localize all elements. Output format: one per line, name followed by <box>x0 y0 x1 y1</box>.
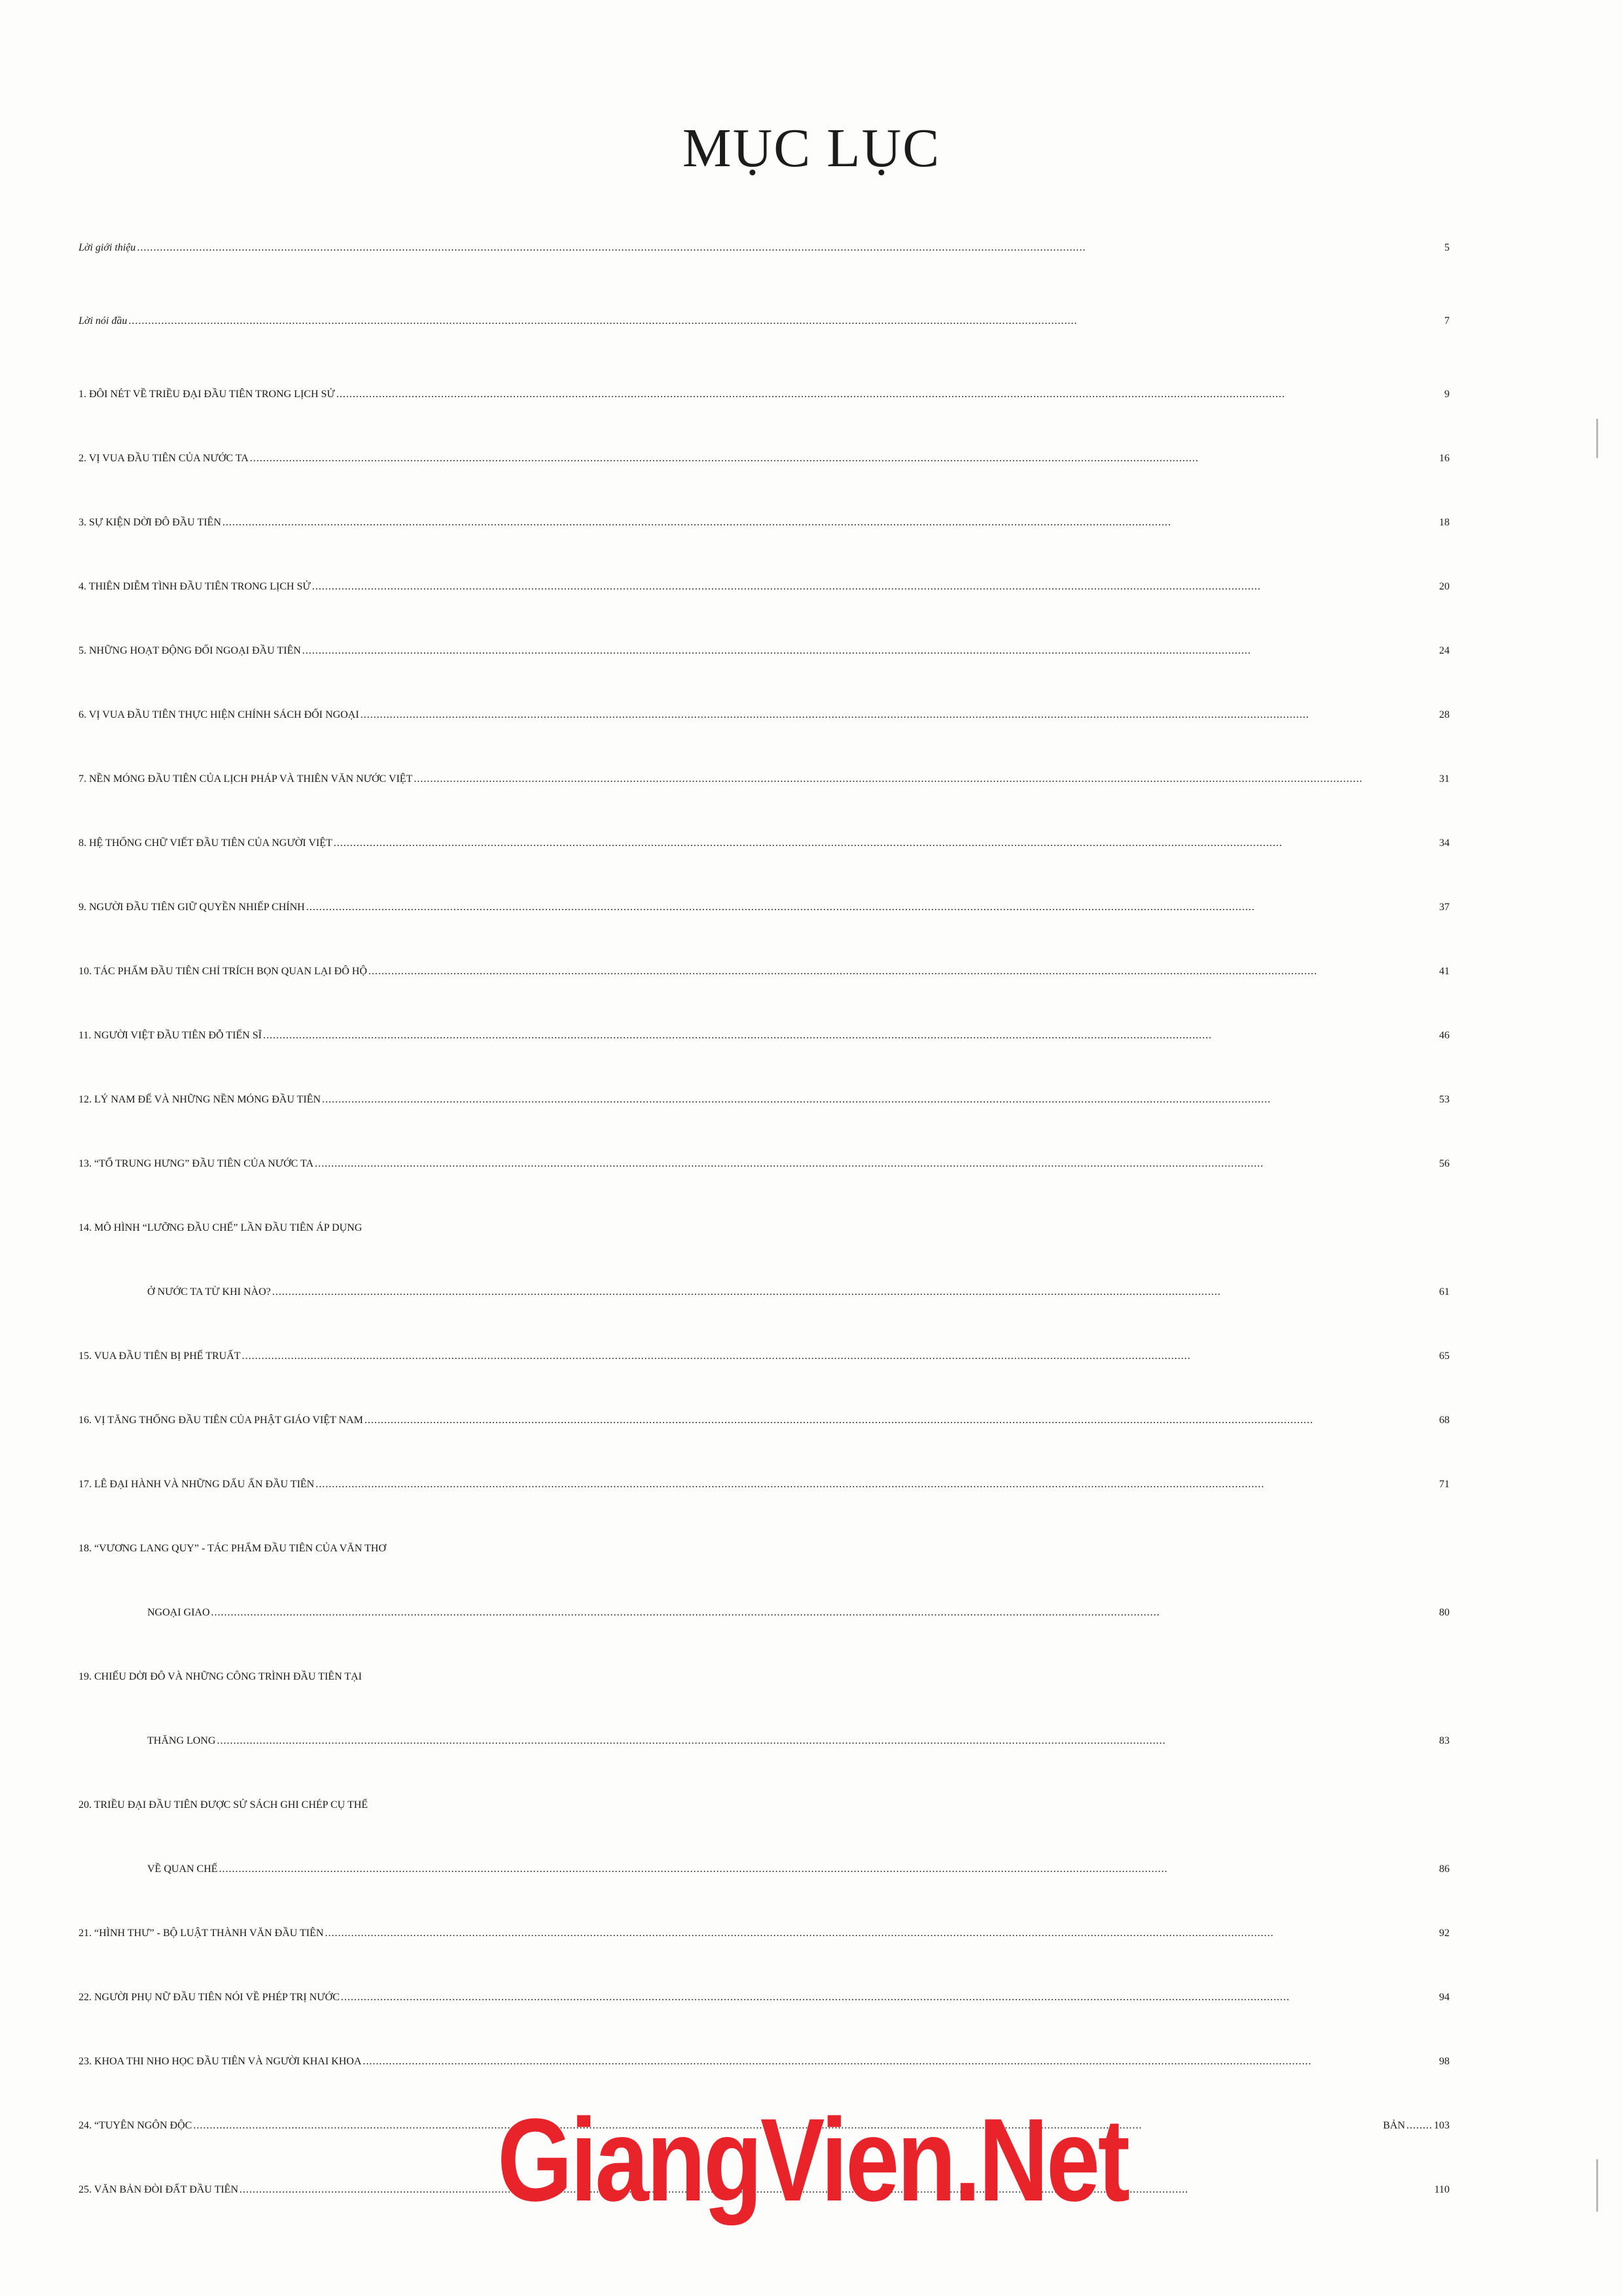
toc-entry-preface <box>79 315 1450 389</box>
toc-entry-page: 37 <box>1439 902 1450 913</box>
toc-entry-label: 9. NGƯỜI ĐẦU TIÊN GIỮ QUYỀN NHIẾP CHÍNH <box>79 902 305 913</box>
toc-entry-page: 46 <box>1439 1030 1450 1041</box>
toc-entry <box>79 709 1450 773</box>
toc-entry-page: 5 <box>1444 242 1450 253</box>
toc-entry-label: 11. NGƯỜI VIỆT ĐẦU TIÊN ĐỖ TIẾN SĨ <box>79 1030 262 1041</box>
toc-entry-label: 13. “TỔ TRUNG HƯNG” ĐẦU TIÊN CỦA NƯỚC TA <box>79 1158 314 1169</box>
toc-entry <box>79 1351 1450 1415</box>
leader-dots <box>223 517 1438 529</box>
toc-entry-page: 18 <box>1439 517 1450 528</box>
toc-entry-label: 25. VĂN BẢN ĐÒI ĐẤT ĐẦU TIÊN <box>79 2184 238 2195</box>
toc-entry <box>79 773 1450 838</box>
leader-dots <box>1406 2120 1433 2132</box>
toc-entry-label: 5. NHỮNG HOẠT ĐỘNG ĐỐI NGOẠI ĐẦU TIÊN <box>79 645 301 656</box>
toc-entry-label: 12. LÝ NAM ĐẾ VÀ NHỮNG NỀN MÓNG ĐẦU TIÊN <box>79 1094 321 1105</box>
toc-entry-multiline <box>79 1543 1450 1607</box>
toc-entry-multiline <box>79 1222 1450 1286</box>
leader-dots <box>365 1415 1438 1426</box>
toc-entry <box>79 1479 1450 1543</box>
toc-entry-page: 16 <box>1439 453 1450 464</box>
leader-dots <box>368 966 1438 978</box>
toc-entry <box>79 1992 1450 2056</box>
toc-entry-label: 3. SỰ KIỆN DỜI ĐÔ ĐẦU TIÊN <box>79 517 221 528</box>
toc-entry-page: 28 <box>1439 709 1450 720</box>
toc-entry-label: Lời giới thiệu <box>79 242 136 253</box>
toc-entry-label: 19. CHIẾU DỜI ĐÔ VÀ NHỮNG CÔNG TRÌNH ĐẦU TIÊN TẠI <box>79 1671 362 1682</box>
toc-entry-continuation <box>79 1735 1450 1799</box>
toc-entry-page: 71 <box>1439 1479 1450 1490</box>
toc-entry <box>79 1030 1450 1094</box>
toc-entry-page: 80 <box>1439 1607 1450 1618</box>
leader-dots <box>361 709 1438 721</box>
leader-dots <box>128 315 1443 327</box>
toc-entry-page: 41 <box>1439 966 1450 977</box>
toc-entry-label: 20. TRIỀU ĐẠI ĐẦU TIÊN ĐƯỢC SỬ SÁCH GHI CHÉP CỤ THỂ <box>79 1799 368 1810</box>
table-of-contents <box>79 242 1450 2248</box>
leader-dots <box>414 773 1438 785</box>
toc-entry-label: 7. NỀN MÓNG ĐẦU TIÊN CỦA LỊCH PHÁP VÀ THIÊN VĂN NƯỚC VIỆT <box>79 773 413 785</box>
toc-entry-page: 34 <box>1439 838 1450 849</box>
toc-entry-label: 18. “VƯƠNG LANG QUY” - TÁC PHẨM ĐẦU TIÊN CỦA VĂN THƠ <box>79 1543 386 1554</box>
toc-entry-label: Lời nói đầu <box>79 315 128 327</box>
leader-dots <box>315 1479 1438 1491</box>
leader-dots <box>363 2056 1438 2068</box>
toc-entry-page: 7 <box>1444 315 1450 327</box>
leader-dots <box>219 1863 1438 1875</box>
toc-entry-page: 103 <box>1434 2120 1450 2131</box>
toc-entry-page: 68 <box>1439 1415 1450 1426</box>
toc-entry-page: 94 <box>1439 1992 1450 2003</box>
scan-edge-mark <box>1596 419 1598 458</box>
toc-entry-page: 24 <box>1439 645 1450 656</box>
toc-entry-page: 31 <box>1439 773 1450 785</box>
toc-entry <box>79 517 1450 581</box>
leader-dots <box>211 1607 1438 1619</box>
leader-dots <box>242 1351 1438 1362</box>
toc-entry-multiline <box>79 1671 1450 1735</box>
toc-entry-label: 22. NGƯỜI PHỤ NỮ ĐẦU TIÊN NÓI VỀ PHÉP TRỊ NƯỚC <box>79 1992 340 2003</box>
leader-dots <box>263 1030 1438 1042</box>
toc-entry <box>79 389 1450 453</box>
toc-entry <box>79 902 1450 966</box>
toc-entry-label-continuation: NGOẠI GIAO <box>147 1607 210 1618</box>
toc-entry-page: 53 <box>1439 1094 1450 1105</box>
toc-entry-page: 83 <box>1439 1735 1450 1746</box>
toc-entry-label: 10. TÁC PHẨM ĐẦU TIÊN CHỈ TRÍCH BỌN QUAN LẠI ĐÔ HỘ <box>79 966 367 977</box>
toc-entry-page: 65 <box>1439 1351 1450 1362</box>
toc-entry <box>79 645 1450 709</box>
toc-entry-label-continuation: VỀ QUAN CHẾ <box>147 1863 218 1875</box>
scan-edge-mark <box>1596 2159 1598 2212</box>
leader-dots <box>272 1286 1438 1298</box>
toc-entry-label: 16. VỊ TĂNG THỐNG ĐẦU TIÊN CỦA PHẬT GIÁO VIỆT NAM <box>79 1415 363 1426</box>
toc-entry <box>79 453 1450 517</box>
toc-entry-label-continuation: THĂNG LONG <box>147 1735 216 1746</box>
toc-entry-page: 110 <box>1434 2184 1450 2195</box>
toc-entry <box>79 581 1450 645</box>
toc-entry-label: 1. ĐÔI NÉT VỀ TRIỀU ĐẠI ĐẦU TIÊN TRONG LỊCH SỬ <box>79 389 335 400</box>
toc-entry-label: 15. VUA ĐẦU TIÊN BỊ PHẾ TRUẤT <box>79 1351 241 1362</box>
toc-entry-intro <box>79 242 1450 315</box>
toc-entry <box>79 1415 1450 1479</box>
toc-entry-label: 24. “TUYÊN NGÔN ĐỘC <box>79 2120 192 2131</box>
leader-dots <box>322 1094 1438 1106</box>
watermark-logo: GiangVien.Net <box>497 2094 1128 2226</box>
leader-dots <box>302 645 1438 657</box>
leader-dots <box>312 581 1438 593</box>
leader-dots <box>137 242 1443 254</box>
toc-entry-label: 2. VỊ VUA ĐẦU TIÊN CỦA NƯỚC TA <box>79 453 249 464</box>
leader-dots <box>341 1992 1438 2004</box>
toc-entry <box>79 1928 1450 1992</box>
toc-entry <box>79 966 1450 1030</box>
toc-entry-page: 61 <box>1439 1286 1450 1298</box>
leader-dots <box>334 838 1438 849</box>
toc-entry-page: 56 <box>1439 1158 1450 1169</box>
toc-entry-page: 9 <box>1444 389 1450 400</box>
toc-entry-continuation <box>79 1607 1450 1671</box>
toc-entry-page: 86 <box>1439 1863 1450 1875</box>
toc-entry <box>79 838 1450 902</box>
toc-entry-label: 17. LÊ ĐẠI HÀNH VÀ NHỮNG DẤU ẤN ĐẦU TIÊN <box>79 1479 315 1490</box>
toc-entry-label: 21. “HÌNH THƯ” - BỘ LUẬT THÀNH VĂN ĐẦU TIÊN <box>79 1928 324 1939</box>
toc-entry-multiline <box>79 1799 1450 1863</box>
toc-entry-label: 6. VỊ VUA ĐẦU TIÊN THỰC HIỆN CHÍNH SÁCH ĐỐI NGOẠI <box>79 709 359 720</box>
leader-dots <box>217 1735 1438 1747</box>
leader-dots <box>336 389 1443 400</box>
leader-dots <box>250 453 1438 465</box>
toc-entry <box>79 1158 1450 1222</box>
toc-entry-continuation <box>79 1863 1450 1928</box>
toc-entry-page: 98 <box>1439 2056 1450 2067</box>
page-title: MỤC LỤC <box>682 118 941 179</box>
leader-dots <box>315 1158 1438 1170</box>
toc-entry-label: 4. THIÊN DIỄM TÌNH ĐẦU TIÊN TRONG LỊCH SỬ <box>79 581 311 592</box>
toc-entry-page: 20 <box>1439 581 1450 592</box>
leader-dots <box>325 1928 1438 1939</box>
toc-entry-label: 14. MÔ HÌNH “LƯỠNG ĐẦU CHẾ” LẦN ĐẦU TIÊN ÁP DỤNG <box>79 1222 363 1233</box>
toc-entry <box>79 1094 1450 1158</box>
toc-entry-page: 92 <box>1439 1928 1450 1939</box>
toc-entry-label: 8. HỆ THỐNG CHỮ VIẾT ĐẦU TIÊN CỦA NGƯỜI VIỆT <box>79 838 332 849</box>
toc-entry-label-continuation: Ở NƯỚC TA TỪ KHI NÀO? <box>147 1286 271 1298</box>
toc-entry-continuation <box>79 1286 1450 1351</box>
leader-dots <box>306 902 1438 913</box>
toc-entry-label: 23. KHOA THI NHO HỌC ĐẦU TIÊN VÀ NGƯỜI KHAI KHOA <box>79 2056 362 2067</box>
toc-entry-label-trailing: BẢN <box>1383 2120 1405 2131</box>
